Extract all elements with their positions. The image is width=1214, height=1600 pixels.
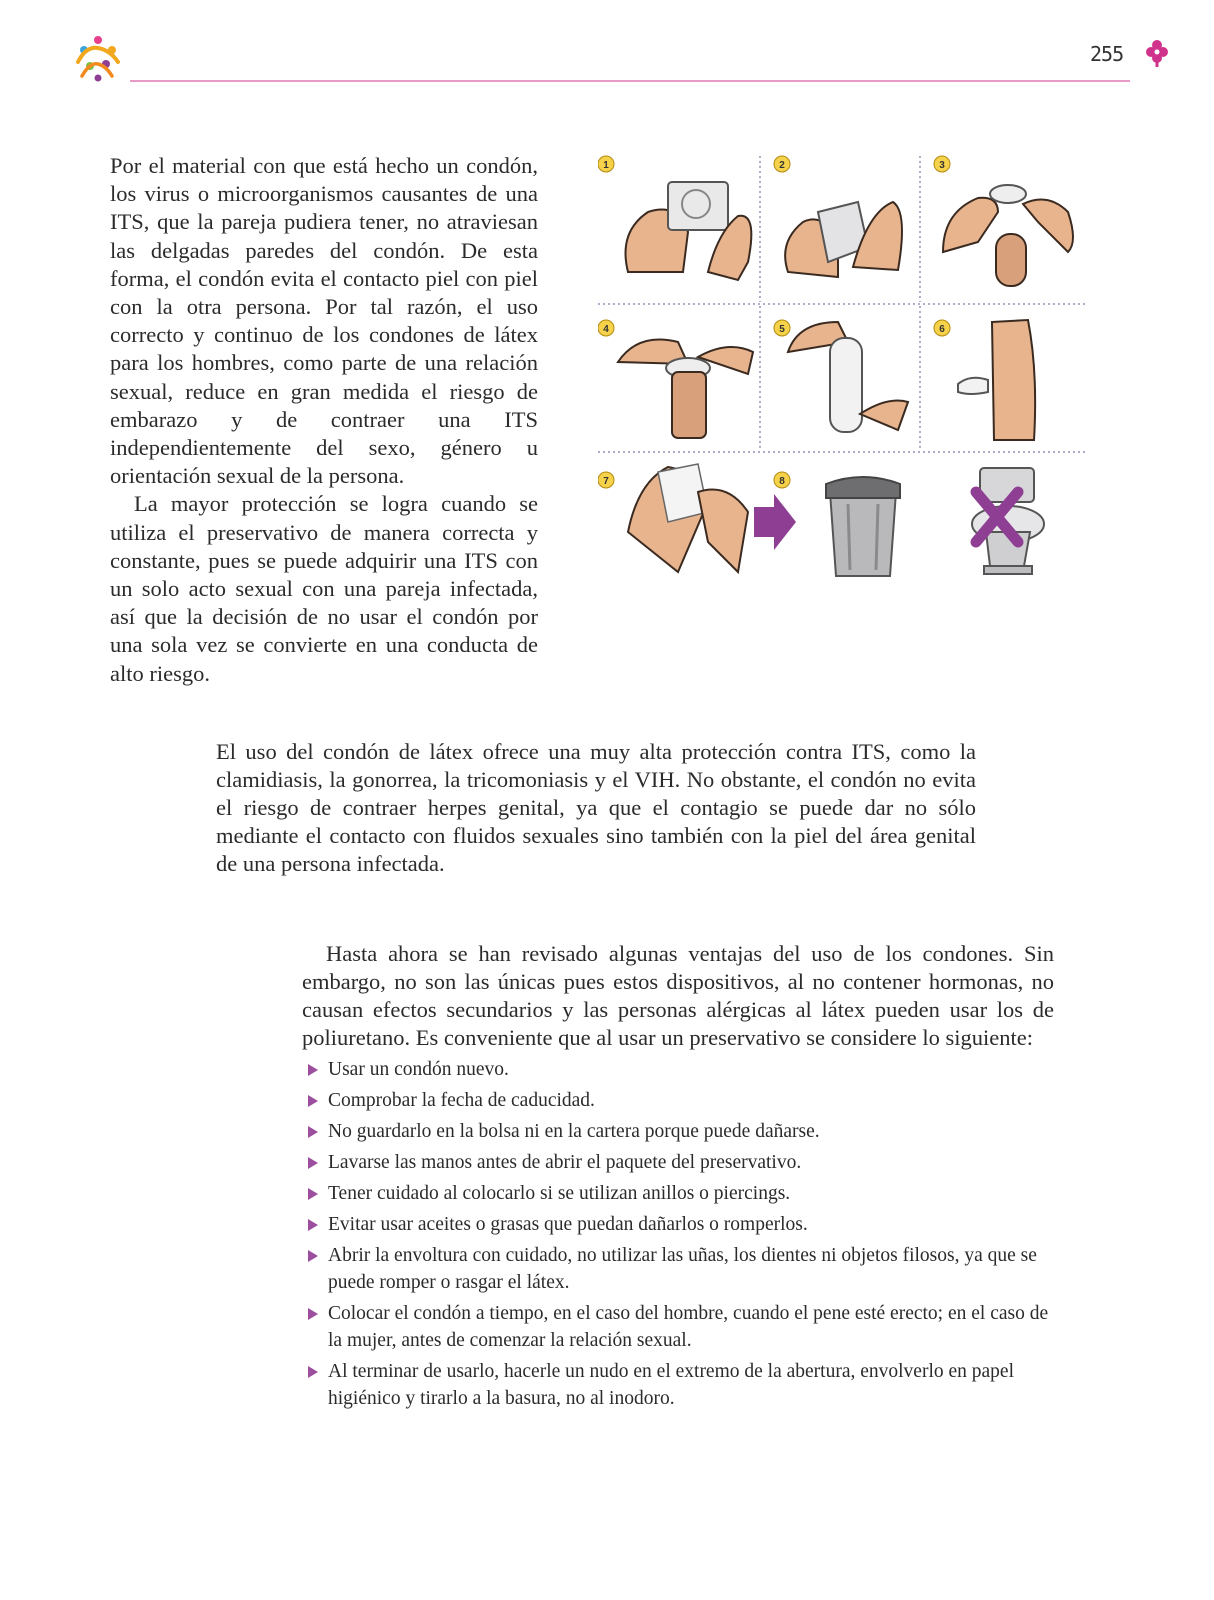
step-badge-4 [598, 320, 614, 336]
flower-ornament-icon [1145, 38, 1169, 68]
list-item: Abrir la envoltura con cuidado, no utilizar las uñas, los dientes ni objetos filosos, ya que se puede romper o rasgar el látex. [302, 1242, 1054, 1296]
triangle-bullet-icon [308, 1308, 318, 1320]
step-2-remove-condom-illustration [785, 202, 902, 277]
header-rule [130, 80, 1130, 82]
people-circle-logo-icon [72, 32, 124, 84]
triangle-bullet-icon [308, 1188, 318, 1200]
svg-text:8: 8 [779, 476, 785, 487]
step-badge-2 [774, 156, 790, 172]
step-5-unroll-condom-illustration [788, 322, 908, 432]
callout-text: El uso del condón de látex ofrece una muy alta protección contra ITS, como la clamidiasis, la gonorrea, la tricomoniasis y el VIH. No obstante, el condón no evita el riesgo de contraer herpes genital, ya que el contagio se puede dar no sólo mediante el contacto con fluidos sexuales sino también con la piel del área genital de una persona infectada. [216, 739, 976, 876]
list-item: Comprobar la fecha de caducidad. [302, 1087, 1054, 1114]
left-column [110, 152, 538, 688]
svg-text:7: 7 [603, 476, 609, 487]
triangle-bullet-icon [308, 1250, 318, 1262]
step-7-wrap-condom-illustration [628, 464, 748, 572]
callout-box [216, 738, 976, 878]
svg-text:4: 4 [603, 324, 609, 335]
bottom-column [302, 940, 1054, 1416]
list-item: Al terminar de usarlo, hacerle un nudo en el extremo de la abertura, envolverlo en papel higiénico y tirarlo a la basura, no al inodoro. [302, 1358, 1054, 1412]
triangle-bullet-icon [308, 1219, 318, 1231]
list-item: Tener cuidado al colocarlo si se utilizan anillos o piercings. [302, 1180, 1054, 1207]
svg-text:2: 2 [779, 160, 785, 171]
triangle-bullet-icon [308, 1095, 318, 1107]
step-3-pinch-tip-illustration [943, 185, 1073, 286]
list-item: Evitar usar aceites o grasas que puedan dañarlos o romperlos. [302, 1211, 1054, 1238]
step-badge-3 [934, 156, 950, 172]
triangle-bullet-icon [308, 1126, 318, 1138]
page-number: 255 [1090, 42, 1124, 66]
condom-steps-figure [598, 152, 1098, 592]
step-badge-8 [774, 472, 790, 488]
list-item: Lavarse las manos antes de abrir el paquete del preservativo. [302, 1149, 1054, 1176]
advice-list [302, 1056, 1054, 1412]
trash-can-icon [826, 477, 900, 576]
list-item: No guardarlo en la bolsa ni en la cartera porque puede dañarse. [302, 1118, 1054, 1145]
list-item: Colocar el condón a tiempo, en el caso del hombre, cuando el pene esté erecto; en el caso de la mujer, antes de comenzar la relación sexual. [302, 1300, 1054, 1354]
step-badge-5 [774, 320, 790, 336]
step-badge-7 [598, 472, 614, 488]
svg-text:6: 6 [939, 324, 945, 335]
toilet-icon [972, 468, 1044, 574]
svg-text:3: 3 [939, 160, 945, 171]
step-4-place-on-penis-illustration [618, 340, 753, 439]
list-item: Usar un condón nuevo. [302, 1056, 1054, 1083]
left-paragraph-2: La mayor protección se logra cuando se utiliza el preservativo de manera correcta y constante, pues se puede adquirir una ITS con un solo acto sexual con una pareja infectada, así que la decisión de no usar el condón por una sola vez se convierte en una conducta de alto riesgo. [110, 491, 538, 686]
arrow-right-icon [754, 494, 796, 550]
triangle-bullet-icon [308, 1366, 318, 1378]
step-1-open-packet-illustration [626, 182, 752, 280]
svg-text:5: 5 [779, 324, 785, 335]
bottom-intro: Hasta ahora se han revisado algunas ventajas del uso de los condones. Sin embargo, no son las únicas pues estos dispositivos, al no contener hormonas, no causan efectos secundarios y las personas alérgicas al látex pueden usar los de poliuretano. Es conveniente que al usar un preservativo se considere lo siguiente: [302, 941, 1054, 1050]
step-badge-6 [934, 320, 950, 336]
step-badge-1 [598, 156, 614, 172]
left-paragraph-1: Por el material con que está hecho un condón, los virus o microorganismos causantes de una ITS, que la pareja pudiera tener, no atraviesan las delgadas paredes del condón. De esta forma, el condón evita el contacto piel con piel con la otra persona. Por tal razón, el uso correcto y continuo de los condones de látex para los hombres, como parte de una relación sexual, reduce en gran medida el riesgo de embarazo y de contraer una ITS independientemente del sexo, género u orientación sexual de la persona. [110, 153, 538, 489]
triangle-bullet-icon [308, 1064, 318, 1076]
step-6-remove-condom-illustration [958, 320, 1035, 440]
triangle-bullet-icon [308, 1157, 318, 1169]
svg-text:1: 1 [603, 160, 609, 171]
